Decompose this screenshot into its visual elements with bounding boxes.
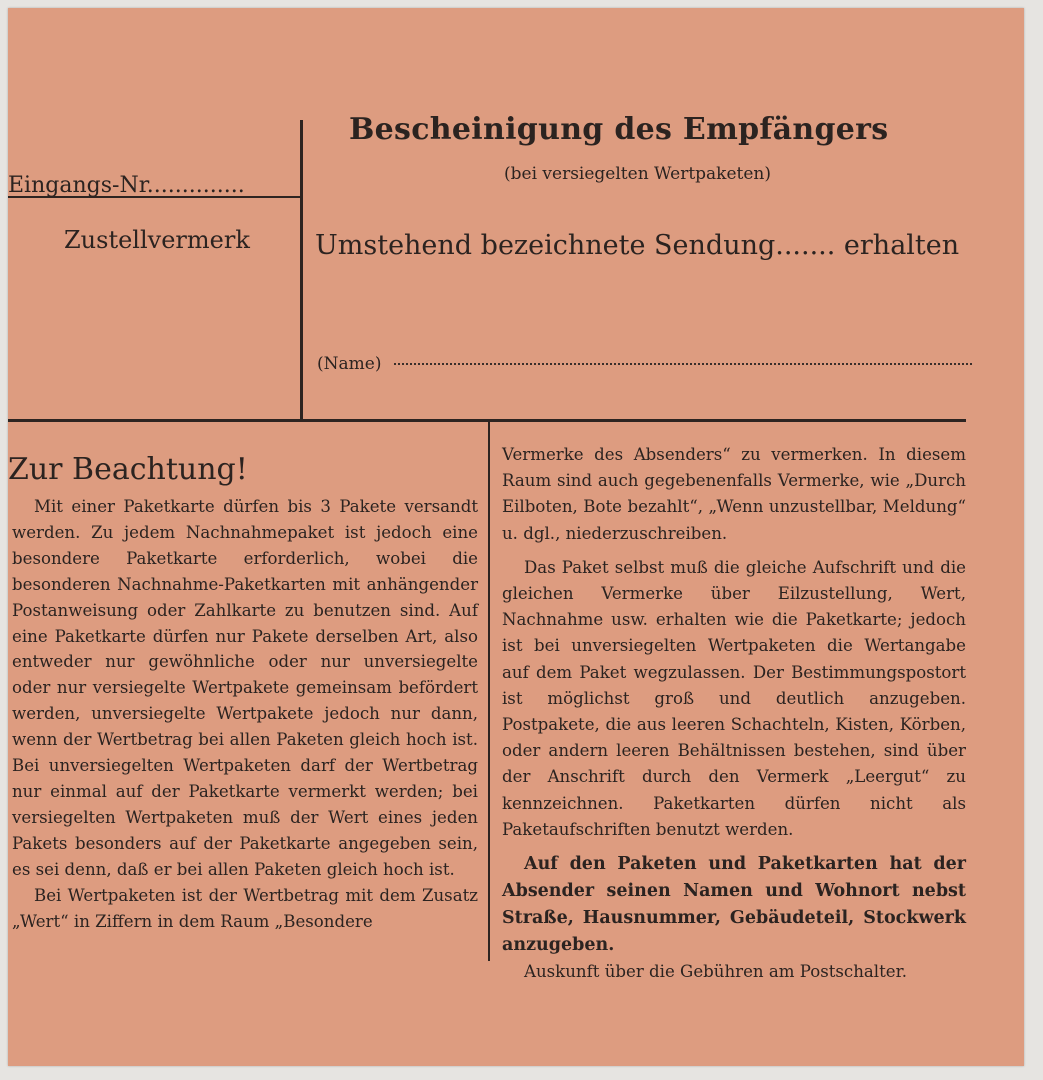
parcel-card-back (8, 8, 1024, 1066)
notice-fee-note: Auskunft über die Gebühren am Postschalter. (524, 962, 907, 982)
zustellvermerk-label: Zustellvermerk (64, 226, 250, 254)
notice-bold-paragraph: Auf den Paketen und Paketkarten hat der Absender seinen Namen und Wohnort nebst Straße, Hausnummer, Gebäudeteil, Stockwerk anzugeben. (502, 854, 966, 956)
vertical-divider-top (300, 120, 303, 420)
page-title: Bescheinigung des Empfängers (349, 112, 889, 147)
notice-paragraph: Bei Wertpaketen ist der Wertbetrag mit dem Zusatz „Wert“ in Ziffern in dem Raum „Besondere (12, 885, 478, 931)
notice-left-column (12, 494, 478, 934)
notice-right-column (502, 442, 966, 985)
notice-paragraph: Mit einer Paketkarte dürfen bis 3 Pakete versandt werden. Zu jedem Nachnahmepaket ist jedoch eine besondere Paketkarte erforderlich, wobei die besonderen Nachnahme-Paketkarten mit anhängender Postanweisung oder Zahlkarte zu benutzen sind. Auf eine Paketkarte dürfen nur Pakete derselben Art, also entweder nur gewöhnliche oder nur unversiegelte oder nur versiegelte Wertpakete gemeinsam befördert werden, unversiegelte Wertpakete jedoch nur dann, wenn der Wertbetrag bei allen Paketen gleich hoch ist. Bei unversiegelten Wertpaketen darf der Wertbetrag nur einmal auf der Paketkarte vermerkt werden; bei versiegelten Wertpaketen muß der Wert eines jeden Pakets besonders auf der Paketkarte angegeben sein, es sei denn, daß er bei allen Paketen gleich hoch ist. (12, 497, 478, 879)
notice-heading: Zur Beachtung! (8, 452, 248, 487)
page-subtitle: (bei versiegelten Wertpaketen) (504, 164, 772, 184)
horizontal-divider (8, 419, 966, 422)
name-label: (Name) (317, 354, 382, 374)
vertical-divider-columns (488, 421, 490, 961)
sendung-statement: Umstehend bezeichnete Sendung....... erhalten (315, 230, 960, 261)
name-signature-line (394, 363, 972, 365)
eingangs-nr-label: Eingangs-Nr.............. (8, 173, 245, 198)
notice-paragraph: Das Paket selbst muß die gleiche Aufschrift und die gleichen Vermerke über Eilzustellung, Wert, Nachnahme usw. erhalten wie die Paketkarte; jedoch ist bei unversiegelten Wertpaketen die Wertangabe auf dem Paket wegzulassen. Der Bestimmungspostort ist möglichst groß und deutlich anzugeben. Postpakete, die aus leeren Schachteln, Kisten, Körben, oder andern leeren Behältnissen bestehen, sind über der Anschrift durch den Vermerk „Leergut“ zu kennzeichnen. Paketkarten dürfen nicht als Paketaufschriften benutzt werden. (502, 557, 966, 839)
notice-paragraph: Vermerke des Absenders“ zu vermerken. In diesem Raum sind auch gegebenenfalls Vermerke, wie „Durch Eilboten, Bote bezahlt“, „Wenn unzustellbar, Meldung“ u. dgl., niederzuschreiben. (502, 445, 966, 543)
